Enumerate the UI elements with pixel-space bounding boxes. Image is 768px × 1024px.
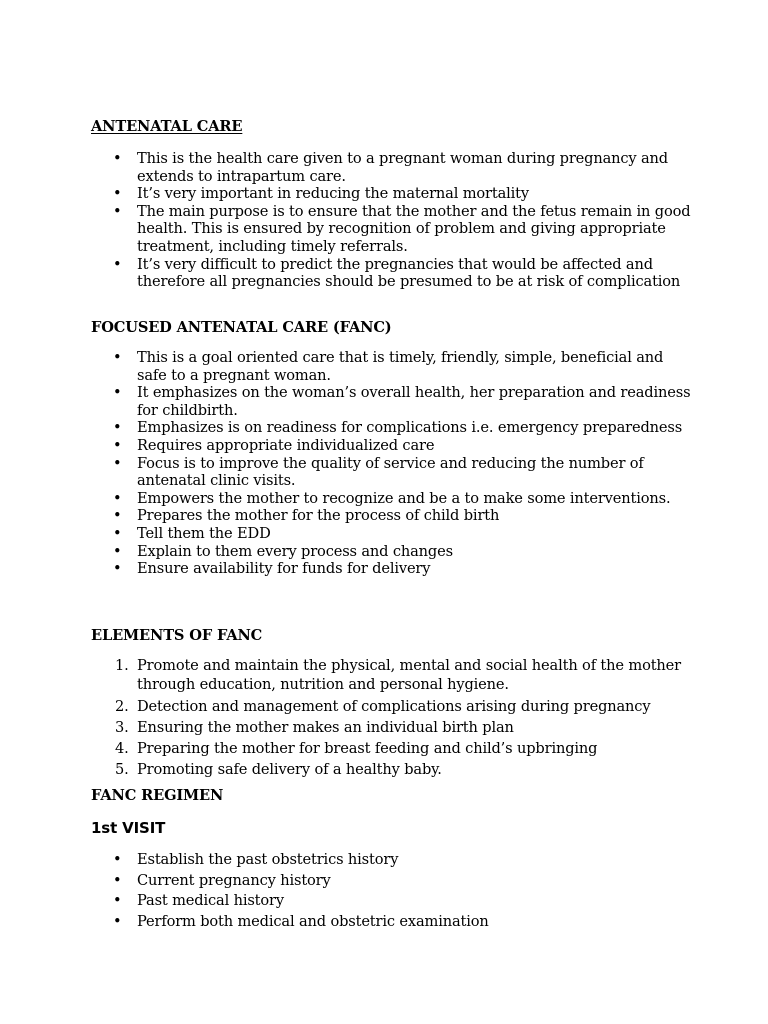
list-item: • Emphasizes is on readiness for complications i.e. emergency preparedness [113,419,683,437]
list-number: 5. [115,761,129,779]
bullet-icon: • [113,436,122,454]
bullet-icon: • [113,384,122,402]
regimen-heading: FANC REGIMEN [91,787,224,804]
list-number: 3. [115,718,129,736]
list-item: 1. Promote and maintain the physical, mental and social health of the mother through education, nutrition and personal hygiene. [115,657,681,694]
antenatal-care-heading: ANTENATAL CARE [91,118,243,135]
bullet-icon: • [113,150,122,167]
bullet-icon: • [113,419,122,437]
list-item: • Establish the past obstetrics history [113,851,399,868]
list-item: • Perform both medical and obstetric examination [113,912,489,930]
bullet-icon: • [113,185,122,203]
bullet-icon: • [113,892,122,910]
list-item: • Current pregnancy history [113,871,331,889]
list-item: 5. Promoting safe delivery of a healthy baby. [115,761,442,779]
bullet-icon: • [113,507,122,525]
elements-list [91,656,691,782]
bullet-icon: • [113,454,122,472]
bullet-icon: • [113,851,122,868]
bullet-icon: • [113,489,122,507]
list-item: • It’s very difficult to predict the pregnancies that would be affected and therefore all pregnancies should be presumed to be at risk of complication [113,255,681,291]
fanc-heading: FOCUSED ANTENATAL CARE (FANC) [91,319,392,336]
bullet-icon: • [113,349,122,366]
list-item: • Explain to them every process and changes [113,542,453,560]
list-item: • Focus is to improve the quality of service and reducing the number of antenatal clinic visits. [113,454,644,490]
list-item: • Tell them the EDD [113,524,271,542]
list-item: 4. Preparing the mother for breast feeding and child’s upbringing [115,740,598,758]
list-item: • It’s very important in reducing the maternal mortality [113,185,529,203]
list-number: 1. [115,657,129,674]
first-visit-list [91,851,691,933]
fanc-list [91,349,691,578]
list-item: • It emphasizes on the woman’s overall health, her preparation and readiness for childbirth. [113,384,691,419]
list-item: • The main purpose is to ensure that the mother and the fetus remain in good health. This is ensured by recognition of problem and giving appropriate treatment, including timely referrals. [113,202,691,255]
list-item: • Requires appropriate individualized care [113,436,435,454]
list-item: • This is the health care given to a pregnant woman during pregnancy and extends to intrapartum care. [113,150,668,185]
bullet-icon: • [113,255,122,273]
list-item: • Past medical history [113,892,284,910]
antenatal-care-list [91,150,691,291]
bullet-icon: • [113,560,122,578]
list-item: 2. Detection and management of complications arising during pregnancy [115,697,651,715]
list-item: • This is a goal oriented care that is timely, friendly, simple, beneficial and safe to a pregnant woman. [113,349,664,384]
elements-heading: ELEMENTS OF FANC [91,627,263,644]
list-item: 3. Ensuring the mother makes an individual birth plan [115,718,514,736]
list-number: 2. [115,697,129,715]
list-number: 4. [115,740,129,758]
bullet-icon: • [113,912,122,930]
list-item: • Empowers the mother to recognize and be a to make some interventions. [113,489,671,507]
bullet-icon: • [113,871,122,889]
bullet-icon: • [113,524,122,542]
bullet-icon: • [113,202,122,220]
bullet-icon: • [113,542,122,560]
list-item: • Ensure availability for funds for delivery [113,560,431,578]
list-item: • Prepares the mother for the process of child birth [113,507,500,525]
first-visit-heading: 1st VISIT [91,819,166,837]
